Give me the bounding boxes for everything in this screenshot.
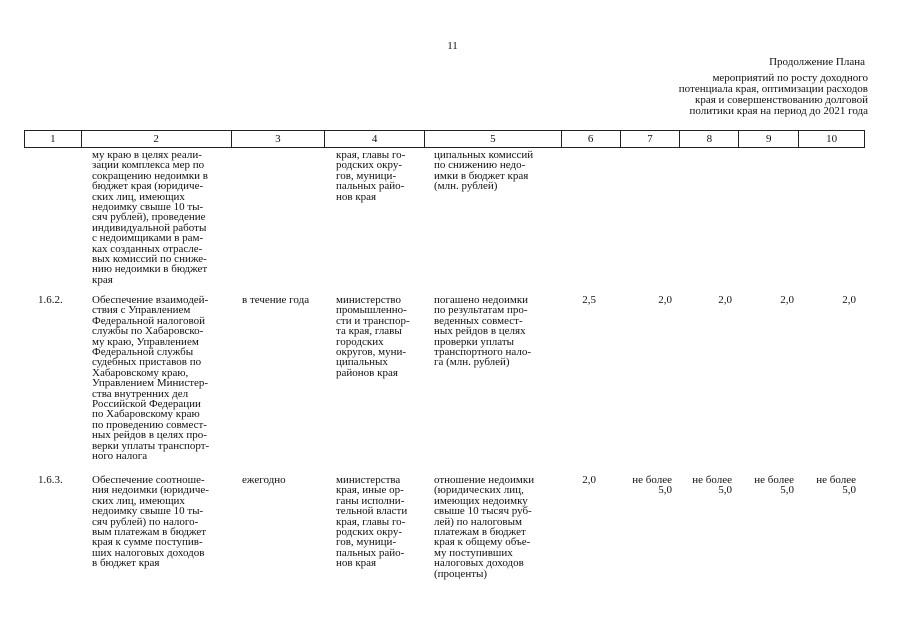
cell-line: судебных приставов по bbox=[92, 356, 202, 369]
cell-line: пальных райо- bbox=[336, 180, 405, 193]
table-cell-r2-c1: 1.6.2. bbox=[38, 294, 63, 306]
cell-line: по снижению недо- bbox=[434, 159, 526, 172]
plan-title-line: политики края на период до 2021 года bbox=[689, 105, 868, 117]
cell-line: Федеральной службы bbox=[92, 346, 194, 359]
cell-line: пальных райо- bbox=[336, 546, 405, 559]
cell-line: ших налоговых доходов bbox=[92, 546, 205, 559]
cell-line: нию недоимки в бюджет bbox=[92, 263, 208, 276]
cell-line: та края, главы bbox=[336, 325, 402, 338]
cell-line: Обеспечение соотноше- bbox=[92, 474, 205, 486]
cell-line: Федеральной налоговой bbox=[92, 314, 206, 327]
column-header-8: 8 bbox=[680, 131, 739, 147]
table-cell-r2-c8 bbox=[684, 295, 732, 305]
table-cell-r2-c4 bbox=[336, 295, 426, 378]
table-cell-r3-c6: 2,0 bbox=[582, 474, 596, 486]
cell-line: недоимку свыше 10 ты- bbox=[92, 505, 204, 518]
cell-line: службы по Хабаровско- bbox=[92, 325, 204, 338]
cell-line: вых комиссий по сниже- bbox=[92, 253, 207, 266]
table-cell-r2-c6: 2,5 bbox=[582, 294, 596, 306]
cell-line: му краю, Управлением bbox=[92, 335, 199, 348]
cell-line: министерство bbox=[336, 294, 402, 306]
cell-line: имки в бюджет края bbox=[434, 169, 529, 182]
cell-line: края, главы го- bbox=[336, 149, 406, 161]
plan-title-line: потенциала края, оптимизации расходов bbox=[678, 83, 868, 95]
table-cell-r3-c2 bbox=[92, 475, 242, 569]
cell-line: Обеспечение взаимодей- bbox=[92, 294, 209, 306]
cell-line: по Хабаровскому краю bbox=[92, 408, 200, 421]
table-cell-r2-c10 bbox=[806, 295, 856, 305]
plan-title-line: мероприятий по росту доходного bbox=[712, 72, 868, 84]
cell-line: ганы исполни- bbox=[336, 494, 405, 507]
cell-line: свыше 10 тысяч руб- bbox=[434, 505, 532, 518]
cell-line: отношение недоимки bbox=[434, 474, 535, 486]
cell-line: веденных совмест- bbox=[434, 314, 523, 327]
cell-line: 2,0 bbox=[842, 294, 856, 306]
cell-line: родских окру- bbox=[336, 526, 403, 539]
cell-line: 2,0 bbox=[780, 294, 794, 306]
cell-line: ских лиц, имеющих bbox=[92, 190, 185, 203]
cell-line: имеющих недоимку bbox=[434, 494, 528, 507]
cell-line: округов, муни- bbox=[336, 346, 407, 359]
cell-line: 5,0 bbox=[658, 484, 672, 497]
cell-line: ства внутренних дел bbox=[92, 387, 189, 400]
cell-line: налоговых доходов bbox=[434, 557, 524, 570]
cell-line: (млн. рублей) bbox=[434, 180, 498, 193]
cell-line: лей) по налоговым bbox=[434, 515, 522, 528]
cell-line: 5,0 bbox=[780, 484, 794, 497]
cell-line: индивидуальной работы bbox=[92, 221, 207, 234]
table-cell-r1-c2 bbox=[92, 150, 242, 285]
cell-line: края bbox=[92, 273, 113, 286]
cell-line: недоимку свыше 10 ты- bbox=[92, 201, 204, 214]
table-cell-r3-c9 bbox=[746, 475, 794, 496]
table-cell-r3-c1: 1.6.3. bbox=[38, 474, 63, 486]
table-cell-r2-c9 bbox=[746, 295, 794, 305]
page-number: 11 bbox=[447, 40, 458, 52]
table-cell-r2-c5 bbox=[434, 295, 564, 368]
table-cell-r1-c4 bbox=[336, 150, 426, 202]
cell-line: министерства bbox=[336, 474, 401, 486]
cell-line: зации комплекса мер по bbox=[92, 159, 205, 172]
cell-line: бюджет края (юридиче- bbox=[92, 180, 204, 193]
cell-line: ках созданных отрасле- bbox=[92, 242, 203, 255]
cell-line: ния недоимки (юридиче- bbox=[92, 484, 209, 497]
plan-title bbox=[636, 73, 868, 117]
cell-line: (юридических лиц, bbox=[434, 484, 524, 497]
cell-line: Управлением Министер- bbox=[92, 377, 209, 390]
cell-line: не более bbox=[692, 474, 732, 486]
cell-line: ских лиц, имеющих bbox=[92, 494, 185, 507]
table-cell-r3-c10 bbox=[806, 475, 856, 496]
cell-line: проверки уплаты bbox=[434, 335, 515, 348]
column-header-6: 6 bbox=[562, 131, 621, 147]
cell-line: гов, муници- bbox=[336, 169, 397, 182]
cell-line: му поступивших bbox=[434, 546, 513, 559]
cell-line: городских bbox=[336, 335, 384, 348]
cell-line: тельной власти bbox=[336, 505, 408, 518]
column-header-10: 10 bbox=[826, 133, 838, 145]
table-cell-r1-c5 bbox=[434, 150, 564, 192]
cell-line: 2,0 bbox=[658, 294, 672, 306]
cell-line: сяч рублей) по налого- bbox=[92, 515, 199, 528]
column-header-4: 4 bbox=[325, 131, 425, 147]
cell-line: родских окру- bbox=[336, 159, 403, 172]
cell-line: промышленно- bbox=[336, 304, 407, 317]
table-cell-r3-c4 bbox=[336, 475, 426, 569]
cell-line: гов, муници- bbox=[336, 536, 397, 549]
cell-line: по результатам про- bbox=[434, 304, 528, 317]
cell-line: по проведению совмест- bbox=[92, 418, 207, 431]
column-header-2: 2 bbox=[82, 131, 232, 147]
cell-line: га (млн. рублей) bbox=[434, 356, 510, 369]
cell-line: ствия с Управлением bbox=[92, 304, 191, 317]
cell-line: платежам в бюджет bbox=[434, 526, 526, 539]
table-cell-r2-c7 bbox=[624, 295, 672, 305]
cell-line: с недоимщиками в рам- bbox=[92, 232, 204, 245]
cell-line: погашено недоимки bbox=[434, 294, 529, 306]
cell-line: вым платежам в бюджет bbox=[92, 526, 207, 539]
table-cell-r2-c3: в течение года bbox=[242, 294, 310, 306]
cell-line: Российской Федерации bbox=[92, 398, 201, 411]
column-header-3: 3 bbox=[232, 131, 326, 147]
table-header-row bbox=[24, 130, 865, 148]
cell-line: края к сумме поступив- bbox=[92, 536, 203, 549]
cell-line: ного налога bbox=[92, 450, 148, 463]
cell-line: сяч рублей), проведение bbox=[92, 211, 206, 224]
cell-line: края к общему объе- bbox=[434, 536, 531, 549]
cell-line: Хабаровскому краю, bbox=[92, 366, 189, 379]
column-header-1: 1 bbox=[25, 131, 82, 147]
table-cell-r3-c8 bbox=[684, 475, 732, 496]
cell-line: транспортного нало- bbox=[434, 346, 532, 359]
cell-line: нов края bbox=[336, 557, 377, 570]
cell-line: сти и транспор- bbox=[336, 314, 410, 327]
cell-line: ных рейдов в целях bbox=[434, 325, 526, 338]
column-header-9: 9 bbox=[739, 131, 799, 147]
continuation-label: Продолжение Плана bbox=[769, 56, 865, 68]
column-header-5: 5 bbox=[425, 131, 562, 147]
cell-line: 5,0 bbox=[718, 484, 732, 497]
table-cell-r2-c2 bbox=[92, 295, 242, 462]
cell-line: ных рейдов в целях про- bbox=[92, 429, 207, 442]
cell-line: сокращению недоимки в bbox=[92, 169, 208, 182]
cell-line: районов края bbox=[336, 366, 398, 379]
cell-line: края, главы го- bbox=[336, 515, 406, 528]
cell-line: не более bbox=[816, 474, 856, 486]
column-header-7: 7 bbox=[621, 131, 681, 147]
cell-line: 2,0 bbox=[718, 294, 732, 306]
cell-line: в бюджет края bbox=[92, 557, 160, 570]
plan-title-line: края и совершенствованию долговой bbox=[695, 94, 868, 106]
cell-line: ципальных комиссий bbox=[434, 149, 534, 161]
cell-line: 5,0 bbox=[842, 484, 856, 497]
cell-line: нов края bbox=[336, 190, 377, 203]
table-cell-r3-c3: ежегодно bbox=[242, 474, 286, 486]
cell-line: верки уплаты транспорт- bbox=[92, 439, 210, 452]
table-cell-r3-c7 bbox=[624, 475, 672, 496]
cell-line: края, иные ор- bbox=[336, 484, 404, 497]
cell-line: не более bbox=[632, 474, 672, 486]
cell-line: ципальных bbox=[336, 356, 388, 369]
cell-line: (проценты) bbox=[434, 567, 488, 580]
cell-line: не более bbox=[754, 474, 794, 486]
cell-line: му краю в целях реали- bbox=[92, 149, 202, 161]
table-cell-r3-c5 bbox=[434, 475, 564, 579]
